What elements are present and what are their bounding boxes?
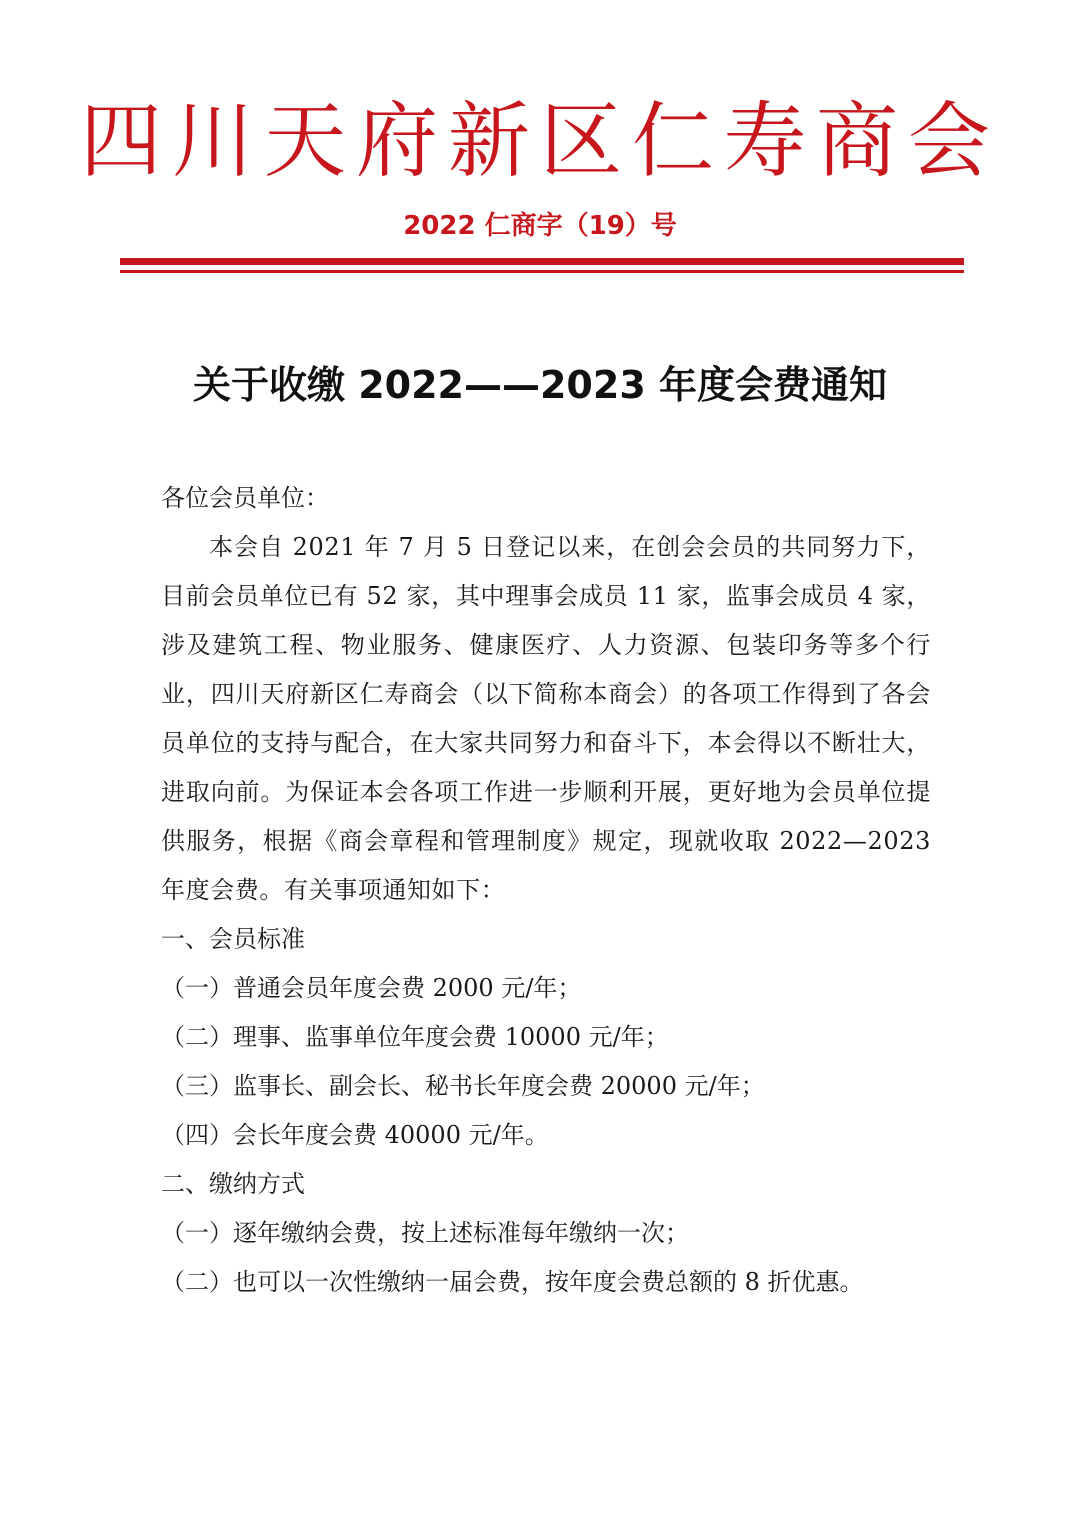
document-number: 2022 仁商字（19）号: [403, 211, 677, 241]
payment-item-term-discount: （二）也可以一次性缴纳一届会费，按年度会费总额的 8 折优惠。: [161, 1268, 864, 1296]
salutation: 各位会员单位：: [161, 484, 329, 512]
section-heading-payment-method: 二、缴纳方式: [161, 1170, 305, 1198]
payment-item-annual: （一）逐年缴纳会费，按上述标准每年缴纳一次；: [161, 1219, 689, 1247]
section-heading-member-standard: 一、会员标准: [161, 925, 305, 953]
red-divider-thin: [120, 270, 964, 273]
red-divider-thick: [120, 258, 964, 265]
fee-item-regular-member: （一）普通会员年度会费 2000 元/年；: [161, 974, 582, 1002]
fee-item-president: （四）会长年度会费 40000 元/年。: [161, 1121, 549, 1149]
fee-item-chief-supervisor-vice-president: （三）监事长、副会长、秘书长年度会费 20000 元/年；: [161, 1072, 765, 1100]
intro-paragraph: 本会自 2021 年 7 月 5 日登记以来，在创会会员的共同努力下，目前会员单位已有 52 家，其中理事会成员 11 家，监事会成员 4 家，涉及建筑工程、物业服务、健康医疗、人力资源、包装印务等多个行业，四川天府新区仁寿商会（以下简称本商会）的各项工作得到了各会员单位的支持与配合，在大家共同努力和奋斗下，本会得以不断壮大，进取向前。为保证本会各项工作进一步顺利开展，更好地为会员单位提供服务，根据《商会章程和管理制度》规定，现就收取 2022—2023 年度会费。有关事项通知如下：: [161, 533, 931, 904]
notice-title: 关于收缴 2022——2023 年度会费通知: [193, 363, 887, 407]
fee-item-director-supervisor: （二）理事、监事单位年度会费 10000 元/年；: [161, 1023, 669, 1051]
notice-body: [161, 474, 931, 1307]
organization-name-header: 四川天府新区仁寿商会: [79, 94, 1000, 189]
